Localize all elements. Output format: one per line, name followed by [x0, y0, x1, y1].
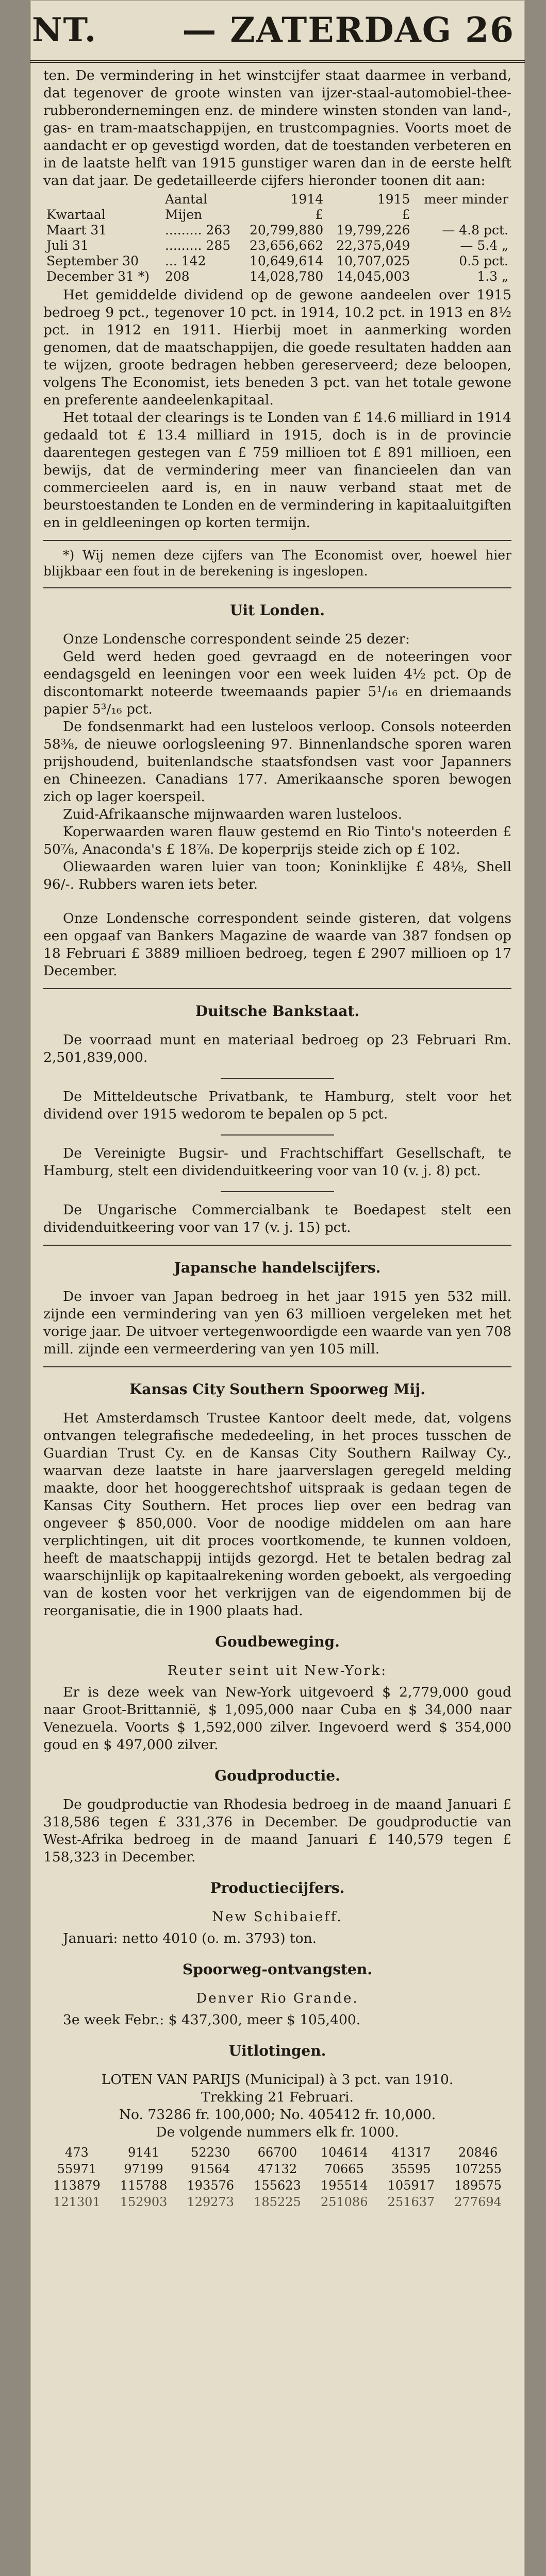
divider [43, 1366, 511, 1367]
section-title-productie: Productiecijfers. [210, 1879, 345, 1896]
lottery-number: 155623 [254, 2178, 301, 2193]
table-cell: ......... 263 [164, 223, 231, 238]
divider [43, 540, 511, 541]
table-cell: 23,656,662 [250, 238, 324, 253]
table-cell: 22,375,049 [336, 238, 410, 253]
lottery-number: 70665 [324, 2162, 364, 2176]
section-title-bankstaat: Duitsche Bankstaat. [195, 1003, 360, 1020]
london-paragraph: Zuid-Afrikaansche mijnwaarden waren lusteloos. [63, 806, 403, 822]
lottery-number: 193576 [187, 2178, 235, 2193]
ungarische-paragraph: De Ungarische Commercialbank te Boedapest stelt een dividenduitkeering voor van 17 (v. j. 15) pct. [43, 1202, 511, 1235]
lottery-number: 107255 [454, 2162, 502, 2176]
goudproductie-paragraph: De goudproductie van Rhodesia bedroeg in de maand Januari £ 318,586 tegen £ 331,376 in December. De goudproductie van West-Afrika bedroeg in de maand Januari £ 140,579 tegen £ 158,323 in December. [43, 1797, 511, 1865]
section-title-goudproductie: Goudproductie. [214, 1767, 340, 1784]
spoorweg-company: Denver Rio Grande. [196, 1991, 359, 2006]
newspaper-clipping [30, 0, 525, 2576]
table-cell: 14,045,003 [336, 269, 410, 284]
divider [43, 587, 511, 588]
lottery-date: Trekking 21 Februari. [201, 2089, 354, 2105]
lottery-number: 189575 [454, 2178, 502, 2193]
spoorweg-paragraph: 3e week Febr.: $ 437,300, meer $ 105,400. [63, 2012, 361, 2028]
dividend-paragraph: Het gemiddelde dividend op de gewone aandeelen over 1915 bedroeg 9 pct., tegenover 10 pct. in 1914, 10.2 pct. in 1913 en 8½ pct. in 1912 en 1911. Hierbij moet in aanmerking worden genomen, dat de maatschappijen, die goede resultaten hadden aan te wijzen, groote bedragen hebben gereserveerd; deze beloopen, volgens The Economist, iets beneden 3 pct. van het totale gewone en preferente aandeelenkapitaal. [43, 287, 511, 408]
table-row [43, 2194, 511, 2210]
london-paragraph: Geld werd heden goed gevraagd en de noteeringen voor eendagsgeld en leeningen voor een week luiden 4½ pct. Op de discontomarkt noteerde tweemaands papier 5¹/₁₆ en driemaands papier 5³/₁₆ pct. [43, 649, 511, 717]
section-title-kansas: Kansas City Southern Spoorweg Mij. [129, 1381, 425, 1398]
lottery-number: 91564 [191, 2162, 230, 2176]
lottery-number: 152903 [120, 2195, 168, 2209]
mitteldeutsche-paragraph: De Mitteldeutsche Privatbank, te Hamburg, stelt voor het dividend over 1915 wedorom te bepalen op 5 pct. [43, 1089, 511, 1122]
bankstaat-paragraph: De voorraad munt en materiaal bedroeg op 23 Februari Rm. 2,501,839,000. [43, 1032, 511, 1065]
lottery-number: 251637 [387, 2195, 435, 2209]
masthead [30, 0, 525, 63]
table-cell: 10,707,025 [336, 253, 410, 268]
london-paragraph: Onze Londensche correspondent seinde 25 dezer: [63, 631, 410, 647]
table-row [43, 2161, 511, 2177]
productie-paragraph: Januari: netto 4010 (o. m. 3793) ton. [63, 1930, 317, 1946]
section-title-spoorweg: Spoorweg-ontvangsten. [183, 1961, 372, 1978]
footnote: *) Wij nemen deze cijfers van The Economist over, hoewel hier blijkbaar een fout in de berekening is ingeslopen. [43, 548, 511, 579]
table-cell: 1.3 „ [477, 269, 508, 284]
lottery-number: 35595 [391, 2162, 431, 2176]
goudbeweging-source: Reuter seint uit New-York: [167, 1663, 388, 1679]
divider [221, 1078, 334, 1079]
table-cell: — 5.4 „ [460, 238, 508, 253]
kansas-paragraph: Het Amsterdamsch Trustee Kantoor deelt mede, dat, volgens ontvangen telegrafische mededeeling, in het proces tusschen de Guardian Trust Cy. en de Kansas City Southern Railway Cy., waarvan deze laatste in hare jaarverslagen geregeld melding maakte, door het hooggerechtshof uitspraak is gedaan tegen de Kansas City Southern. Het proces liep over een bedrag van ongeveer $ 850,000. Voor de noodige middelen om aan hare verplichtingen, uit dit proces voortkomende, te kunnen voldoen, heeft de maatschappij intijds gezorgd. Het te betalen bedrag zal waarschijnlijk op kapitaalrekening worden geboekt, als vergoeding van de kosten voor het verkrijgen van de eigendommen bij de reorganisatie, die in 1900 plaats had. [43, 1410, 511, 1619]
table-header-cell: meer minder [424, 192, 508, 207]
bugsir-paragraph: De Vereinigte Bugsir- und Frachtschiffart Gesellschaft, te Hamburg, stelt een dividenduitkeering voor van 10 (v. j. 8) pct. [43, 1145, 511, 1179]
lottery-number: 277694 [454, 2195, 502, 2209]
lottery-note: De volgende nummers elk fr. 1000. [156, 2124, 399, 2140]
table-header-row [43, 207, 511, 223]
london-paragraph: De fondsenmarkt had een lusteloos verloop. Consols noteerden 58⅜, de nieuwe oorlogsleening 97. Binnenlandsche sporen waren prijshoudend, buitenlandsche staatsfondsen vast voor Japanners en Chineezen. Canadians 177. Amerikaansche sporen bewogen zich op lager koerspeil. [43, 719, 511, 805]
lottery-number: 115788 [120, 2178, 168, 2193]
table-header-cell: Aantal [164, 192, 207, 207]
table-header-cell: 1915 [377, 192, 410, 207]
lottery-number: 185225 [254, 2195, 301, 2209]
japan-paragraph: De invoer van Japan bedroeg in het jaar 1915 yen 532 mill. zijnde een vermindering van yen 63 millioen vergeleken met het vorige jaar. De uitvoer vertegenwoordigde een waarde van yen 708 mill. zijnde een vermeerdering van yen 105 mill. [43, 1289, 511, 1357]
table-header-cell [43, 192, 162, 207]
divider [43, 988, 511, 989]
lottery-number: 66700 [257, 2145, 297, 2160]
table-cell: ......... 285 [164, 238, 231, 253]
table-row [43, 269, 511, 284]
section-title-japan: Japansche handelscijfers. [174, 1259, 381, 1276]
table-cell: 10,649,614 [250, 253, 324, 268]
divider [221, 1191, 334, 1192]
lottery-number: 20846 [458, 2145, 498, 2160]
clearings-paragraph: Het totaal der clearings is te Londen van £ 14.6 milliard in 1914 gedaald tot £ 13.4 milliard in 1915, doch is in de provincie daarentegen gestegen van £ 759 millioen tot £ 891 millioen, een bewijs, dat de vermindering meer van financieelen dan van commercieelen aard is, en in nauw verband staat met de beurstoestanden te Londen en de vermindering in kapitaaluitgiften en in geldleeningen op korten termijn. [43, 410, 511, 531]
lottery-number: 104614 [320, 2145, 368, 2160]
table-cell: Juli 31 [46, 238, 89, 253]
table-header-cell: £ [402, 207, 410, 222]
lottery-number: 195514 [320, 2178, 368, 2193]
lottery-heading: LOTEN VAN PARIJS (Municipal) à 3 pct. van 1910. [101, 2072, 454, 2088]
london-paragraph: Onze Londensche correspondent seinde gisteren, dat volgens een opgaaf van Bankers Magazine de waarde van 387 fondsen op 18 Februari £ 3889 millioen bedroeg, tegen £ 2907 millioen op 17 December. [43, 910, 511, 979]
table-header-cell [413, 207, 511, 223]
lottery-number: 105917 [387, 2178, 435, 2193]
table-cell: Maart 31 [46, 223, 107, 238]
masthead-date: — ZATERDAG 26 [182, 10, 515, 50]
table-header-cell: 1914 [290, 192, 324, 207]
table-cell: — 4.8 pct. [442, 223, 508, 238]
intro-paragraph: ten. De vermindering in het winstcijfer staat daarmee in verband, dat tegenover de groote winsten van ijzer-staal-automobiel-thee-rubberondernemingen enz. de mindere winsten stonden van land-, gas- en tram-maatschappijen, en trustcompagnies. Voorts moet de aandacht er op gevestigd worden, dat de toestanden verbeteren en in de laatste helft van 1915 gunstiger waren dan in de eerste helft van dat jaar. De gedetailleerde cijfers hieronder toonen dit aan: [43, 67, 511, 189]
lottery-number: 47132 [257, 2162, 297, 2176]
lottery-number: 41317 [391, 2145, 431, 2160]
lottery-prizes: No. 73286 fr. 100,000; No. 405412 fr. 10,000. [119, 2107, 436, 2123]
lottery-number: 55971 [57, 2162, 97, 2176]
london-paragraph: Koperwaarden waren flauw gestemd en Rio Tinto's noteerden £ 50⅞, Anaconda's £ 18⅞. De koperprijs steide zich op £ 102. [43, 824, 511, 857]
table-cell: 14,028,780 [250, 269, 324, 284]
table-row [43, 253, 511, 269]
table-cell: 20,799,880 [250, 223, 324, 238]
table-header-cell: Mijen [164, 207, 203, 222]
masthead-fragment: NT. [32, 10, 97, 49]
table-cell: 0.5 pct. [459, 253, 508, 268]
lottery-number: 97199 [124, 2162, 163, 2176]
table-row [43, 238, 511, 253]
table-row [43, 2144, 511, 2161]
table-row [43, 223, 511, 238]
lottery-number: 121301 [53, 2195, 101, 2209]
london-paragraph: Oliewaarden waren luier van toon; Koninklijke £ 48⅛, Shell 96/-. Rubbers waren iets beter. [43, 859, 511, 892]
lottery-number: 251086 [320, 2195, 368, 2209]
table-cell: December 31 *) [46, 269, 150, 284]
section-title-uitlotingen: Uitlotingen. [228, 2042, 326, 2059]
divider [221, 1134, 334, 1136]
lottery-number: 9141 [128, 2145, 160, 2160]
lottery-number: 52230 [191, 2145, 230, 2160]
goudbeweging-paragraph: Er is deze week van New-York uitgevoerd $ 2,779,000 goud naar Groot-Brittannië, $ 1,095,000 naar Cuba en $ 34,000 naar Venezuela. Voorts $ 1,592,000 zilver. Ingevoerd werd $ 354,000 goud en $ 497,000 zilver. [43, 1684, 511, 1753]
table-header-cell: £ [315, 207, 324, 222]
lottery-number: 113879 [53, 2178, 101, 2193]
lottery-number: 129273 [187, 2195, 235, 2209]
table-cell: ... 142 [164, 253, 206, 268]
profit-table [43, 192, 511, 284]
table-cell: 208 [164, 269, 190, 284]
table-cell: September 30 [46, 253, 139, 268]
table-cell: 19,799,226 [336, 223, 410, 238]
table-header-row [43, 192, 511, 207]
lottery-numbers-table [43, 2144, 511, 2210]
lottery-number: 473 [64, 2145, 89, 2160]
divider [43, 1245, 511, 1246]
table-header-cell: Kwartaal [46, 207, 106, 222]
table-row [43, 2177, 511, 2194]
section-title-london: Uit Londen. [230, 602, 325, 619]
section-title-goudbeweging: Goudbeweging. [215, 1633, 340, 1650]
article-body [30, 63, 525, 2210]
productie-company: New Schibaieff. [212, 1909, 343, 1925]
